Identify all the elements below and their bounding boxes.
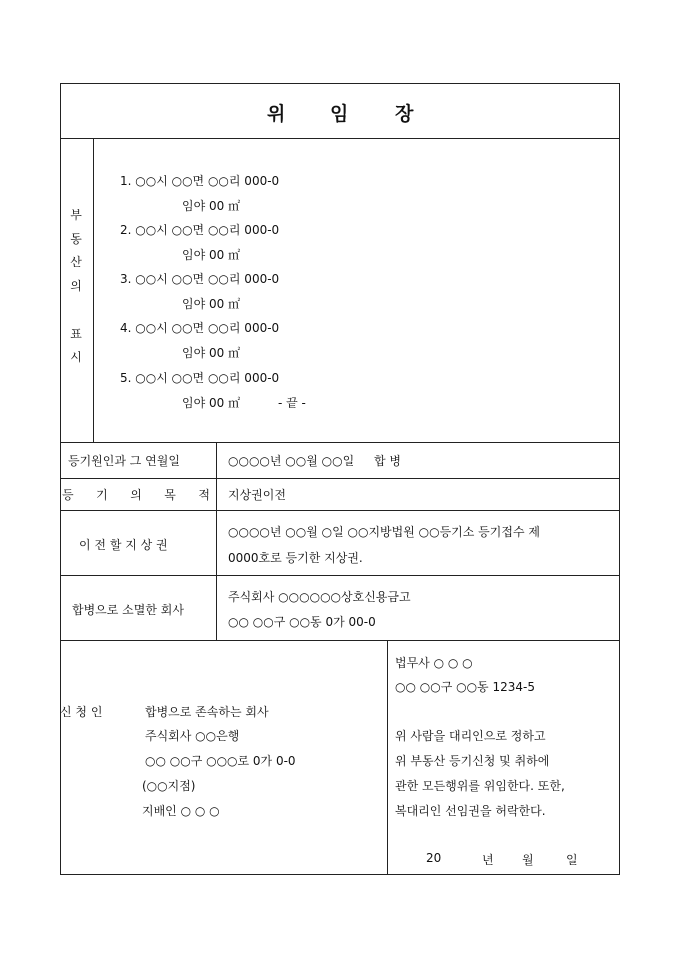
applicant-manager: 지배인 ○ ○ ○: [142, 804, 220, 818]
property-section-label: [68, 204, 84, 370]
property-label-char: 동: [70, 231, 82, 246]
merged-divider: [60, 640, 620, 641]
right-divider: [60, 575, 620, 576]
property-item-area: 임야 00 ㎡: [182, 248, 241, 262]
property-item-area: 임야 00 ㎡: [182, 396, 241, 410]
agent-address: ○○ ○○구 ○○동 1234-5: [395, 680, 535, 694]
applicant-label: 신 청 인: [60, 705, 103, 719]
property-item-address: 1. ○○시 ○○면 ○○리 000-0: [120, 174, 280, 188]
applicant-address: ○○ ○○구 ○○○로 0가 0-0: [145, 754, 296, 768]
cause-divider: [60, 478, 620, 479]
purpose-label-char: 적: [198, 488, 210, 502]
property-label-char: 표: [70, 326, 82, 341]
applicant-agent-divider: [387, 640, 388, 875]
property-item-area: 임야 00 ㎡: [182, 346, 241, 360]
right-label: 이 전 할 지 상 권: [79, 538, 168, 552]
purpose-label-char: 목: [164, 488, 176, 502]
agent-statement-line: 관한 모든행위를 위임한다. 또한,: [395, 779, 565, 793]
property-label-char: 산: [70, 255, 82, 270]
property-label-char: [68, 299, 84, 323]
merged-line-2: ○○ ○○구 ○○동 0가 00-0: [228, 615, 376, 629]
applicant-branch: (○○지점): [142, 779, 196, 793]
property-label-char: 시: [70, 350, 82, 365]
right-line-2: 0000호로 등기한 지상권.: [228, 551, 363, 565]
purpose-divider: [60, 510, 620, 511]
property-item-area: 임야 00 ㎡: [182, 297, 241, 311]
purpose-label-char: 기: [96, 488, 108, 502]
applicant-company: 주식회사 ○○은행: [145, 729, 240, 743]
agent-statement-line: 복대리인 선임권을 허락한다.: [395, 804, 546, 818]
agent-statement-line: 위 사람을 대리인으로 정하고: [395, 729, 546, 743]
property-item-area: 임야 00 ㎡: [182, 199, 241, 213]
document-title-char-2: 임: [330, 103, 349, 125]
purpose-label-char: 등: [62, 488, 74, 502]
property-item-address: 2. ○○시 ○○면 ○○리 000-0: [120, 223, 280, 237]
property-item-address: 5. ○○시 ○○면 ○○리 000-0: [120, 371, 280, 385]
date-year-unit: 년: [482, 853, 494, 867]
cause-label: 등기원인과 그 연월일: [68, 454, 180, 468]
property-label-divider: [93, 138, 94, 442]
cause-value: 합 병: [374, 454, 401, 468]
title-divider: [60, 138, 620, 139]
property-item-address: 4. ○○시 ○○면 ○○리 000-0: [120, 321, 280, 335]
property-label-char: 의: [70, 279, 82, 294]
merged-line-1: 주식회사 ○○○○○○상호신용금고: [228, 590, 411, 604]
property-divider: [60, 442, 620, 443]
cause-date: ○○○○년 ○○월 ○○일: [228, 454, 355, 468]
applicant-heading: 합병으로 존속하는 회사: [145, 705, 269, 719]
property-label-char: 부: [70, 208, 82, 222]
purpose-label-char: 의: [130, 488, 142, 502]
date-month-unit: 월: [522, 853, 534, 867]
date-year: 20: [426, 851, 442, 865]
purpose-label: [62, 486, 210, 503]
right-line-1: ○○○○년 ○○월 ○일 ○○지방법원 ○○등기소 등기접수 제: [228, 525, 540, 539]
end-mark: - 끝 -: [278, 396, 306, 410]
middle-label-divider: [216, 442, 217, 640]
agent-statement-line: 위 부동산 등기신청 및 취하에: [395, 754, 550, 768]
document-title-char-3: 장: [395, 103, 414, 125]
agent-name: 법무사 ○ ○ ○: [395, 656, 473, 670]
purpose-value: 지상권이전: [228, 488, 286, 502]
merged-label: 합병으로 소멸한 회사: [72, 603, 184, 617]
date-day-unit: 일: [566, 853, 578, 867]
document-title-char-1: 위: [267, 103, 286, 125]
property-item-address: 3. ○○시 ○○면 ○○리 000-0: [120, 272, 280, 286]
